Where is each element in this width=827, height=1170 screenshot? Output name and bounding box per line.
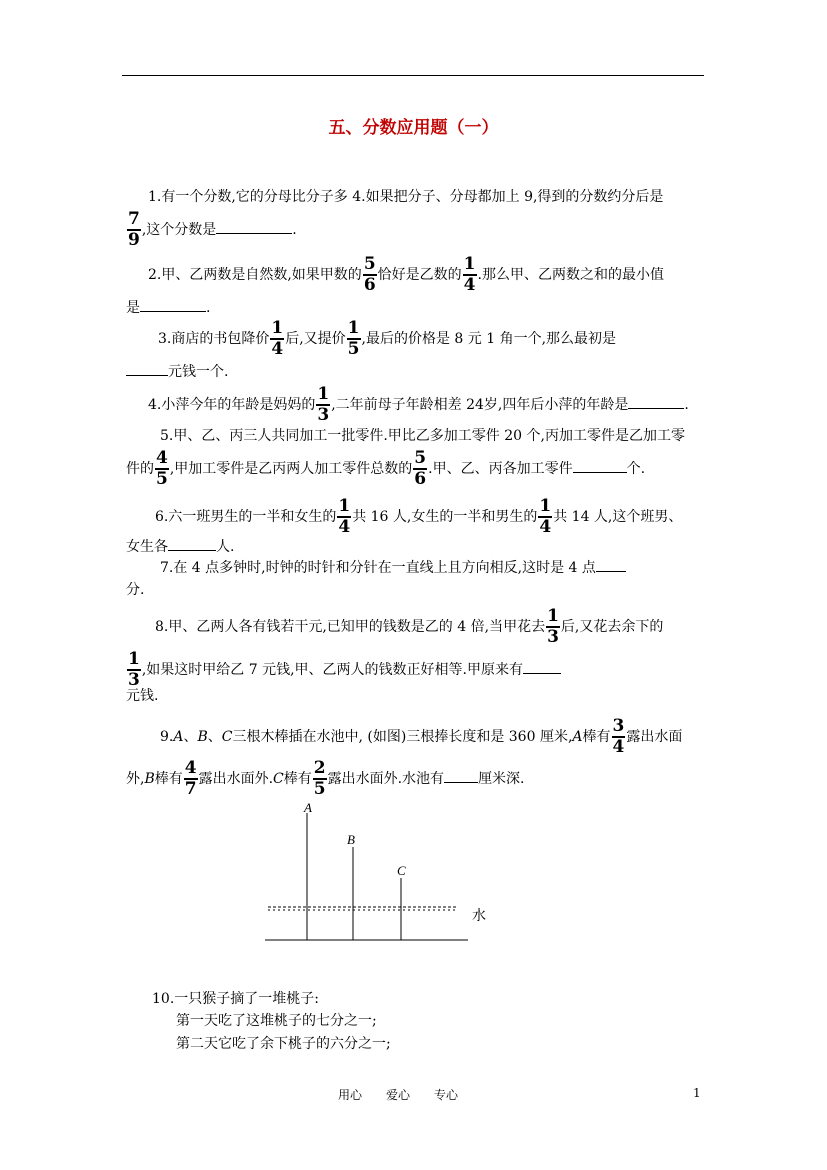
q3-line1: 3.商店的书包降价 $\frac{1}{4}$ 后,又提价 $\frac{1}{5}$ ,最后的价格是 8 元 1 角一个,那么最初是 [158, 318, 617, 359]
page-number: 1 [693, 1086, 701, 1100]
label-a: A [304, 800, 312, 815]
label-b: B [347, 832, 355, 847]
q8-line2: $\frac{1}{3}$ ,如果这时甲给乙 7 元钱,甲、乙两人的钱数正好相等.甲原来有 [126, 651, 561, 689]
q6-line1: 6.六一班男生的一半和女生的 $\frac{1}{4}$ 共 16 人,女生的一半和男生的 $\frac{1}{4}$ 共 14 人,这个班男、 [155, 496, 683, 537]
fraction: $\frac{1}{3}$ [128, 649, 140, 690]
q6-line2: 女生各 人. [126, 536, 234, 557]
q8-line3: 元钱. [126, 688, 159, 704]
q7-line1: 7.在 4 点多钟时,时钟的时针和分针在一直线上且方向相反,这时是 4 点 [160, 557, 626, 578]
fraction: $\frac{1}{3}$ [547, 606, 559, 647]
q2-line2: 是 . [126, 297, 210, 318]
fraction: $\frac{1}{4}$ [338, 496, 351, 537]
label-c: C [397, 863, 406, 878]
fraction: $\frac{5}{6}$ [363, 254, 376, 295]
q1-text-b: ,这个分数是 [141, 222, 217, 238]
q5-line2: 件的 $\frac{4}{5}$ ,甲加工零件是乙丙两人加工零件总数的 $\frac{5}{6}$ .甲、乙、丙各加工零件 个. [126, 448, 646, 489]
q2-line1: 2.甲、乙两数是自然数,如果甲数的 $\frac{5}{6}$ 恰好是乙数的 $\frac{1}{4}$ .那么甲、乙两数之和的最小值 [148, 254, 664, 295]
page-title: 五、分数应用题（一） [328, 118, 499, 138]
fraction: $\frac{4}{7}$ [184, 758, 197, 799]
fraction: $\frac{3}{4}$ [612, 716, 625, 757]
q9-line1: 9.A、B、C三根木棒插在水池中, (如图)三根捧长度和是 360 厘米,A棒有 $\frac{3}{4}$ 露出水面 [160, 716, 683, 757]
fraction: $\frac{4}{5}$ [156, 448, 168, 489]
fraction: $\frac{7}{9}$ [128, 209, 140, 250]
fraction: $\frac{5}{6}$ [414, 448, 427, 489]
q10-line2: 第一天吃了这堆桃子的七分之一; [176, 1013, 377, 1029]
fraction: $\frac{1}{5}$ [347, 318, 360, 359]
q9-line2: 外,B棒有 $\frac{4}{7}$ 露出水面外.C棒有 $\frac{2}{5}$ 露出水面外.水池有 厘米深. [126, 758, 525, 799]
q10-line3: 第二天它吃了余下桃子的六分之一; [176, 1036, 391, 1052]
q10-line1: 10.一只猴子摘了一堆桃子: [152, 991, 319, 1007]
label-water: 水 [472, 908, 486, 924]
q4-line: 4.小萍今年的年龄是妈妈的 $\frac{1}{3}$ ,二年前母子年龄相差 24岁,四年后小萍的年龄是 . [148, 384, 689, 425]
q8-line1: 8.甲、乙两人各有钱若干元,已知甲的钱数是乙的 4 倍,当甲花去 $\frac{1}{3}$ 后,又花去余下的 [155, 606, 664, 647]
fraction: $\frac{1}{4}$ [539, 496, 552, 537]
fraction: $\frac{2}{5}$ [313, 758, 326, 799]
footer-text: 用心 爱心 专心 [338, 1088, 459, 1102]
q1-line2: $\frac{7}{9}$ ,这个分数是 . [128, 209, 297, 250]
q3-line2: 元钱一个. [126, 361, 228, 382]
fraction: $\frac{1}{4}$ [463, 254, 476, 295]
fraction: $\frac{1}{4}$ [271, 318, 284, 359]
q5-line1: 5.甲、乙、丙三人共同加工一批零件.甲比乙多加工零件 20 个,丙加工零件是乙加工零 [160, 428, 685, 444]
q1-text: 1.有一个分数,它的分母比分子多 4.如果把分子、分母都加上 9,得到的分数约分后是 [148, 189, 664, 205]
fraction: $\frac{1}{3}$ [317, 384, 330, 425]
q7-line2: 分. [126, 582, 145, 598]
